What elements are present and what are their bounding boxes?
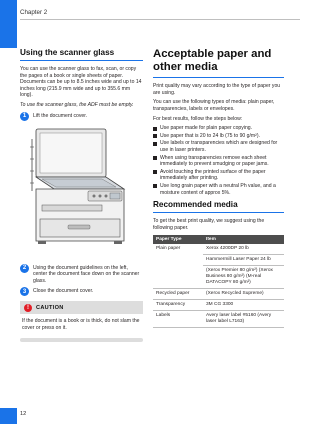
chapter-label: Chapter 2 (20, 9, 48, 16)
section-rule (20, 60, 143, 61)
list-item (153, 133, 284, 140)
section-title-recommended-media: Recommended media (153, 200, 238, 210)
step-text: Using the document guidelines on the left, center the document face down on the scanner glass. (33, 264, 140, 284)
header-rule (20, 19, 300, 20)
list-item-text: Avoid touching the printed surface of the paper immediately after printing. (160, 168, 266, 182)
table-header-row (153, 235, 284, 244)
table-cell: Transparency (153, 300, 203, 311)
column-header-paper-type: Paper Type (153, 235, 203, 244)
table-cell: Labels (153, 311, 203, 328)
best-results-intro: For best results, follow the steps below: (153, 115, 243, 122)
bullet-icon (153, 127, 157, 131)
table-cell: Avery laser label #5160 (Avery laser label L7163) (203, 311, 284, 328)
section-rule (153, 212, 284, 213)
section-title-scanner-glass: Using the scanner glass (20, 48, 115, 57)
recommended-media-table (153, 235, 284, 328)
table-row (153, 289, 284, 300)
caution-text: If the document is a book or is thick, do not slam the cover or press on it. (22, 318, 140, 331)
column-header-item: Item (203, 235, 284, 244)
step-2 (20, 264, 143, 285)
bullet-icon (153, 170, 157, 174)
step-number: 2 (20, 264, 29, 273)
scanner-glass-intro: You can use the scanner glass to fax, scan, or copy the pages of a book or single sheets of paper. Documents can be up to 8.5 inches wide and up to 14 inches long (215.9 mm wide and up to 355.6 mm long). (20, 66, 142, 99)
printer-illustration (28, 127, 128, 251)
table-row (153, 266, 284, 289)
list-item (153, 155, 284, 168)
bullet-icon (153, 142, 157, 146)
list-item-text: Use paper that is 20 to 24 lb (75 to 90 g/m²). (160, 132, 260, 139)
section-title-acceptable-paper: Acceptable paper and other media (153, 48, 272, 73)
list-item-text: When using transparencies remove each sheet immediately to prevent smudging or paper jams. (160, 154, 269, 168)
step-text: Lift the document cover. (33, 112, 88, 119)
table-cell: Xerox 4200DP 20 lb (203, 244, 284, 255)
table-cell: (Xerox Premier 80 g/m²) (Xerox Business 80 g/m²) (M-real DATACOPY 80 g/m²) (203, 266, 284, 289)
media-types: You can use the following types of media: plain paper, transparencies, labels or envelopes. (153, 99, 275, 112)
caution-header (20, 301, 143, 314)
list-item (153, 140, 284, 153)
table-row (153, 311, 284, 328)
step-3 (20, 287, 143, 296)
step-number: 1 (20, 112, 29, 121)
page-number: 12 (20, 411, 27, 417)
page-number-tab (0, 408, 17, 424)
table-cell (153, 266, 203, 289)
right-column (153, 48, 284, 328)
table-cell (153, 255, 203, 266)
chapter-tab (0, 0, 17, 48)
step-text: Close the document cover. (33, 288, 94, 295)
list-item-text: Use long grain paper with a neutral Ph value, and a moisture content of approx 5%. (160, 182, 276, 196)
step-number: 3 (20, 287, 29, 296)
bullet-icon (153, 184, 157, 188)
caution-box (20, 301, 143, 341)
list-item (153, 183, 284, 196)
table-cell: Hammermill Laser Paper 24 lb (203, 255, 284, 266)
table-row (153, 300, 284, 311)
recommended-intro: To get the best print quality, we suggest using the following paper. (153, 218, 265, 231)
step-1 (20, 112, 143, 121)
section-rule (153, 77, 284, 78)
left-column (20, 48, 143, 342)
list-item-text: Use paper made for plain paper copying. (160, 125, 253, 132)
list-item-text: Use labels or transparencies which are designed for use in laser printers. (160, 140, 278, 153)
table-cell: 3M CG 3300 (203, 300, 284, 311)
bullet-icon (153, 156, 157, 160)
table-cell: Plain paper (156, 246, 181, 252)
table-cell: (Xerox Recycled Supreme) (203, 289, 284, 300)
table-cell: Recycled paper (153, 289, 203, 300)
print-quality-note: Print quality may vary according to the type of paper you are using. (153, 83, 281, 96)
bullet-icon (153, 134, 157, 138)
list-item (153, 169, 284, 182)
list-item (153, 125, 284, 132)
warning-icon: ! (24, 304, 32, 312)
caution-label: CAUTION (36, 304, 64, 311)
caution-footer-bar (20, 338, 143, 342)
paper-tips-list (153, 125, 284, 196)
table-row (153, 244, 284, 255)
adf-note: To use the scanner glass, the ADF must be empty. (20, 101, 134, 108)
table-row (153, 255, 284, 266)
